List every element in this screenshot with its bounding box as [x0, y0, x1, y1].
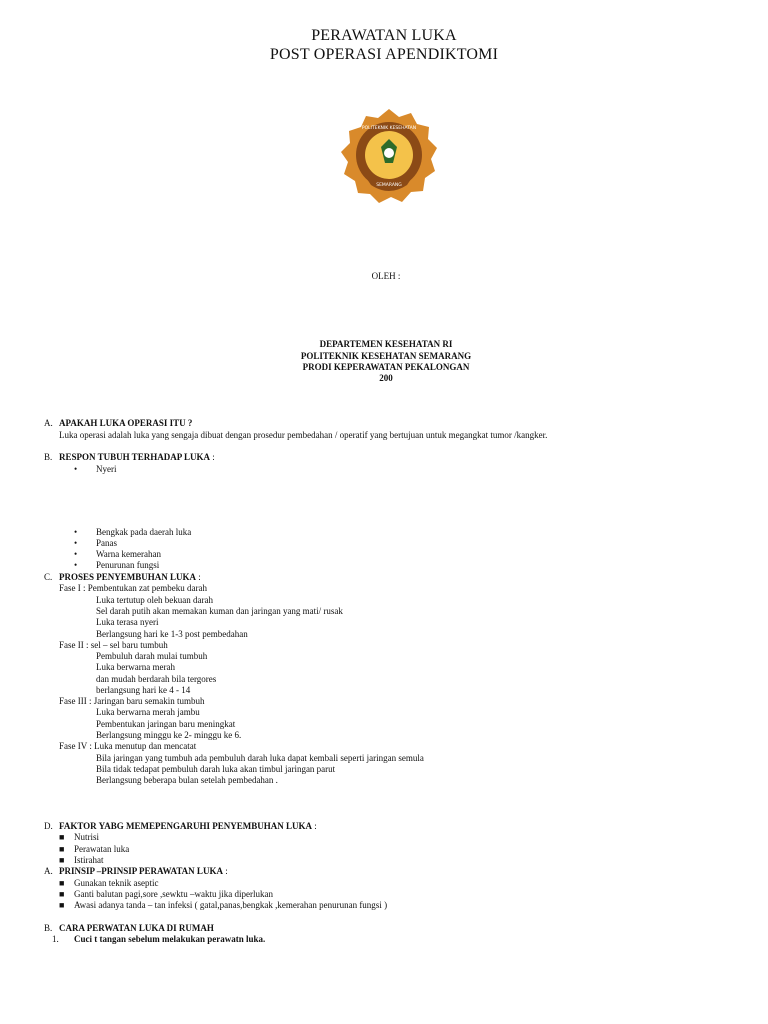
- bullet-dot: •: [74, 549, 78, 559]
- section-e-heading: PRINSIP –PRINSIP PERAWATAN LUKA: [59, 866, 223, 876]
- section-e-heading-wrap: [59, 866, 228, 877]
- section-b-letter: B.: [44, 452, 53, 462]
- phase-detail: Luka terasa nyeri: [96, 617, 159, 627]
- section-f-letter: B.: [44, 923, 53, 933]
- square-bullet: ■: [59, 844, 65, 854]
- phase-line: Fase III : Jaringan baru semakin tumbuh: [59, 696, 205, 706]
- institution-line-1: DEPARTEMEN KESEHATAN RI: [319, 339, 453, 349]
- list-item: Gunakan teknik aseptic: [74, 878, 159, 888]
- section-d-colon: :: [312, 821, 317, 831]
- section-e-colon: :: [222, 866, 228, 876]
- section-d-letter: D.: [44, 821, 53, 831]
- step-text: Cuci t tangan sebelum melakukan perawatn luka.: [74, 934, 266, 944]
- square-bullet: ■: [59, 900, 65, 910]
- phase-detail: Luka berwarna merah: [96, 662, 175, 672]
- institution-line-2: POLITEKNIK KESEHATAN SEMARANG: [300, 351, 472, 361]
- logo-text-top: POLITEKNIK KESEHATAN: [361, 126, 417, 131]
- phase-detail: Pembuluh darah mulai tumbuh: [96, 651, 208, 661]
- phase-detail: Luka berwarna merah jambu: [96, 707, 200, 717]
- section-b-heading-wrap: [59, 452, 215, 463]
- list-item: Warna kemerahan: [96, 549, 161, 559]
- phase-detail: Pembentukan jaringan baru meningkat: [96, 719, 236, 729]
- phase-detail: Berlangsung minggu ke 2- minggu ke 6.: [96, 730, 242, 740]
- bullet-dot: •: [74, 464, 78, 474]
- square-bullet: ■: [59, 832, 65, 842]
- list-item: Panas: [96, 538, 117, 548]
- section-c-heading-wrap: [59, 572, 201, 583]
- list-item: Bengkak pada daerah luka: [96, 527, 192, 537]
- section-c-heading: PROSES PENYEMBUHAN LUKA: [59, 572, 197, 582]
- square-bullet: ■: [59, 878, 65, 888]
- bullet-dot: •: [74, 527, 78, 537]
- step-number: 1.: [52, 934, 59, 944]
- phase-detail: Berlangsung hari ke 1-3 post pembedahan: [96, 629, 248, 639]
- section-c-colon: :: [196, 572, 201, 582]
- section-f-heading: CARA PERWATAN LUKA DI RUMAH: [59, 923, 214, 933]
- phase-line: Fase II : sel – sel baru tumbuh: [59, 640, 168, 650]
- list-item: Penurunan fungsi: [96, 560, 160, 570]
- list-item: Nutrisi: [74, 832, 100, 842]
- institution-line-3: PRODI KEPERAWATAN PEKALONGAN: [302, 362, 470, 372]
- phase-detail: berlangsung hari ke 4 - 14: [96, 685, 191, 695]
- page-title-line-1: PERAWATAN LUKA: [311, 27, 457, 44]
- institution-seal-icon: [339, 107, 439, 207]
- section-a-heading: APAKAH LUKA OPERASI ITU ?: [59, 418, 193, 428]
- bullet-dot: •: [74, 538, 78, 548]
- oleh-label: OLEH :: [371, 271, 401, 281]
- phase-detail: Berlangsung beberapa bulan setelah pembedahan .: [96, 775, 278, 785]
- list-item: Perawatan luka: [74, 844, 130, 854]
- phase-detail: dan mudah berdarah bila tergores: [96, 674, 217, 684]
- institution-logo: [339, 107, 439, 207]
- section-d-heading: FAKTOR YABG MEMEPENGARUHI PENYEMBUHAN LUKA: [59, 821, 313, 831]
- square-bullet: ■: [59, 889, 65, 899]
- list-item: Ganti balutan pagi,sore ,sewktu –waktu jika diperlukan: [74, 889, 273, 899]
- phase-detail: Bila tidak tedapat pembuluh darah luka akan timbul jaringan parut: [96, 764, 336, 774]
- list-item: Istirahat: [74, 855, 104, 865]
- phase-detail: Sel darah putih akan memakan kuman dan jaringan yang mati/ rusak: [96, 606, 343, 616]
- phase-line: Fase IV : Luka menutup dan mencatat: [59, 741, 197, 751]
- square-bullet: ■: [59, 855, 65, 865]
- list-item: Nyeri: [96, 464, 117, 474]
- section-a-letter: A.: [44, 418, 53, 428]
- section-b-colon: :: [209, 452, 215, 462]
- section-d-heading-wrap: [59, 821, 317, 832]
- bullet-dot: •: [74, 560, 78, 570]
- section-a-body: Luka operasi adalah luka yang sengaja dibuat dengan prosedur pembedahan / operatif yang bertujuan untuk megangkat tumor /kangker.: [59, 430, 548, 440]
- phase-detail: Bila jaringan yang tumbuh ada pembuluh darah luka dapat kembali seperti jaringan semula: [96, 753, 424, 763]
- logo-text-bottom: SEMARANG: [376, 183, 402, 188]
- institution-line-4: 200: [379, 373, 393, 383]
- section-b-heading: RESPON TUBUH TERHADAP LUKA: [59, 452, 210, 462]
- phase-detail: Luka tertutup oleh bekuan darah: [96, 595, 213, 605]
- section-c-letter: C.: [44, 572, 53, 582]
- phase-line: Fase I : Pembentukan zat pembeku darah: [59, 583, 207, 593]
- section-e-letter: A.: [44, 866, 53, 876]
- page-title-line-2: POST OPERASI APENDIKTOMI: [269, 46, 499, 63]
- list-item: Awasi adanya tanda – tan infeksi ( gatal,panas,bengkak ,kemerahan penurunan fungsi ): [74, 900, 388, 910]
